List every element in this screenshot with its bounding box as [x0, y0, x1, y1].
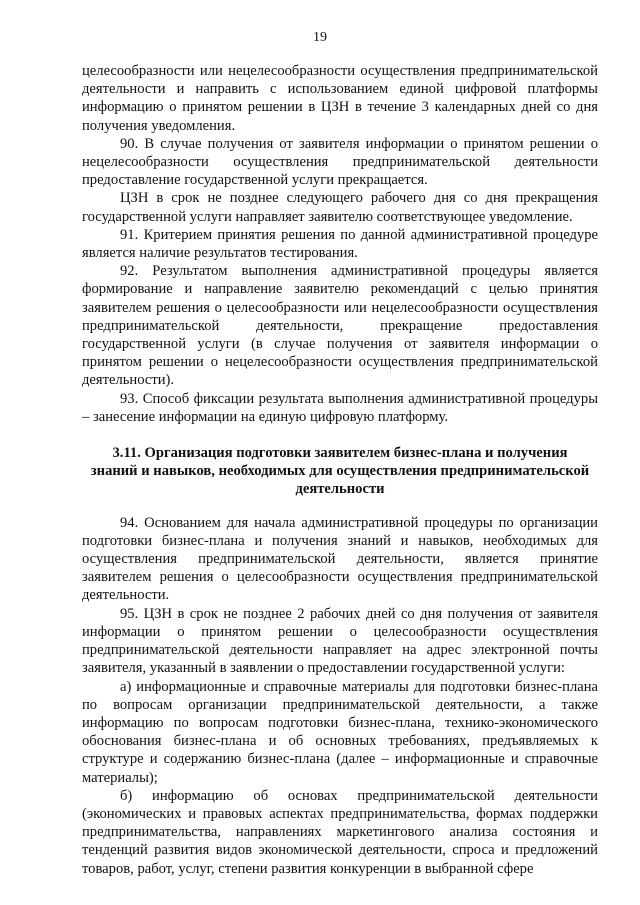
paragraph-95-b: б) информацию об основах предпринимательской деятельности (экономических и правовых аспектах предпринимательства, формах поддержки предпринимательства, направлениях маркетингового анализа состояния и тенденций развития видов экономической деятельности, спроса и предложений товаров, работ, услуг, степени развития конкуренции в выбранной сфере [82, 787, 598, 877]
paragraph-92: 92. Результатом выполнения административной процедуры является формирование и направление заявителю рекомендаций с целью принятия заявителем решения о целесообразности или нецелесообразности осуществления предпринимательской деятельности, прекращение предоставления государственной услуги (в случае получения от заявителя информации о принятом решении о нецелесообразности осуществления предпринимательской деятельности). [82, 263, 598, 389]
paragraph-90: 90. В случае получения от заявителя информации о принятом решении о нецелесообразности осуществления предпринимательской деятельности предоставление государственной услуги прекращается. [82, 135, 598, 189]
paragraph-93: 93. Способ фиксации результата выполнения административной процедуры – занесение информации на единую цифровую платформу. [82, 390, 598, 425]
paragraph-91: 91. Критерием принятия решения по данной административной процедуре является наличие результатов тестирования. [82, 226, 598, 262]
paragraph-continuation: целесообразности или нецелесообразности осуществления предпринимательской деятельности и направить с использованием единой цифровой платформы информацию о принятом решении в ЦЗН в течение 3 календарных дней со дня получения уведомления. [82, 63, 598, 134]
paragraph-95: 95. ЦЗН в срок не позднее 2 рабочих дней со дня получения от заявителя информации о принятом решении о целесообразности осуществления предпринимательской деятельности направляет на адрес электронной почты заявителя, указанный в заявлении о предоставлении государственной услуги: [82, 605, 598, 677]
paragraph-95-a: а) информационные и справочные материалы для подготовки бизнес-плана по вопросам организации предпринимательской деятельности, а также информацию по вопросам подготовки бизнес-плана, технико-экономического обоснования бизнес-плана и об основных требованиях, предъявляемых к структуре и содержанию бизнес-плана (далее – информационные и справочные материалы); [82, 678, 598, 786]
page-number: 19 [313, 30, 327, 45]
document-body [82, 62, 598, 878]
section-heading-3-11: 3.11. Организация подготовки заявителем бизнес-плана и получения знаний и навыков, необходимых для осуществления предпринимательской деятельности [90, 445, 590, 498]
paragraph-czn-notice: ЦЗН в срок не позднее следующего рабочего дня со дня прекращения государственной услуги направляет заявителю соответствующее уведомление. [82, 190, 598, 225]
heading-spacer [82, 499, 598, 514]
paragraph-94: 94. Основанием для начала административной процедуры по организации подготовки бизнес-плана и получения знаний и навыков, необходимых для осуществления предпринимательской деятельности, является принятие заявителем решения о целесообразности осуществления предпринимательской деятельности. [82, 514, 598, 604]
section-spacer [82, 426, 598, 444]
